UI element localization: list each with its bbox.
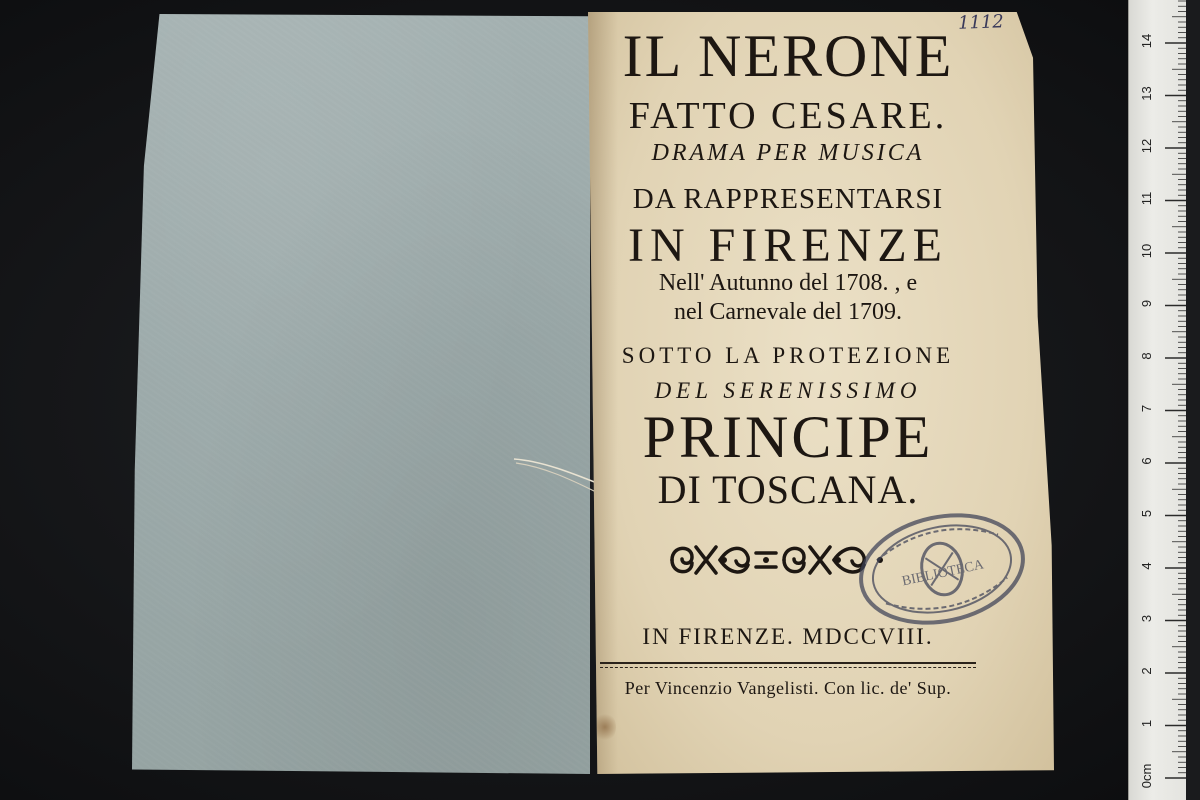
ruler-label: 3 xyxy=(1139,614,1154,623)
principe-line: PRINCIPE xyxy=(642,404,934,470)
imprint-place-date: IN FIRENZE. MDCCVIII. xyxy=(642,624,934,649)
ruler-label: 1 xyxy=(1139,719,1154,728)
title-line-2: FATTO CESARE. xyxy=(628,95,948,137)
ruler-label: 0cm xyxy=(1139,763,1154,789)
toscana-line: DI TOSCANA. xyxy=(657,467,919,512)
ruler-label: 4 xyxy=(1139,562,1154,570)
blue-paper-cover xyxy=(132,14,590,774)
measuring-ruler xyxy=(1128,0,1187,800)
ruler-label: 7 xyxy=(1139,404,1154,413)
patronage-line: SOTTO LA PROTEZIONE xyxy=(621,343,955,368)
title-line-1: IL NERONE xyxy=(622,23,954,89)
ruler-label: 13 xyxy=(1139,86,1154,101)
genre-line: DRAMA PER MUSICA xyxy=(651,140,925,166)
library-stamp xyxy=(852,507,1032,632)
imprint-rule-top xyxy=(600,662,976,664)
ruler-label: 5 xyxy=(1139,509,1154,518)
ruler-shadow xyxy=(1186,0,1200,800)
ruler-label: 6 xyxy=(1139,457,1154,465)
stamp-text: BIBLIOTECA xyxy=(900,557,986,590)
ruler-label: 12 xyxy=(1139,138,1154,154)
city-line: IN FIRENZE xyxy=(628,219,948,272)
ruler-label: 10 xyxy=(1139,243,1154,259)
imprint-rule-dashed xyxy=(600,667,976,668)
performance-line: DA RAPPRESENTARSI xyxy=(632,183,944,215)
shelfmark-number: 1112 xyxy=(957,11,1005,34)
ruler-scale xyxy=(1129,0,1187,800)
ruler-label: 14 xyxy=(1139,33,1154,49)
serenissimo-line: DEL SERENISSIMO xyxy=(654,378,922,403)
printer-line: Per Vincenzio Vangelisti. Con lic. de' Sup. xyxy=(624,678,952,698)
ruler-label: 11 xyxy=(1139,191,1154,206)
season-line-1: Nell' Autunno del 1708. , e xyxy=(658,270,918,296)
ruler-label: 8 xyxy=(1139,352,1154,360)
season-line-2: nel Carnevale del 1709. xyxy=(674,299,902,325)
ruler-label: 2 xyxy=(1139,667,1154,675)
paper-stain xyxy=(594,712,616,742)
ruler-label: 9 xyxy=(1139,299,1154,308)
